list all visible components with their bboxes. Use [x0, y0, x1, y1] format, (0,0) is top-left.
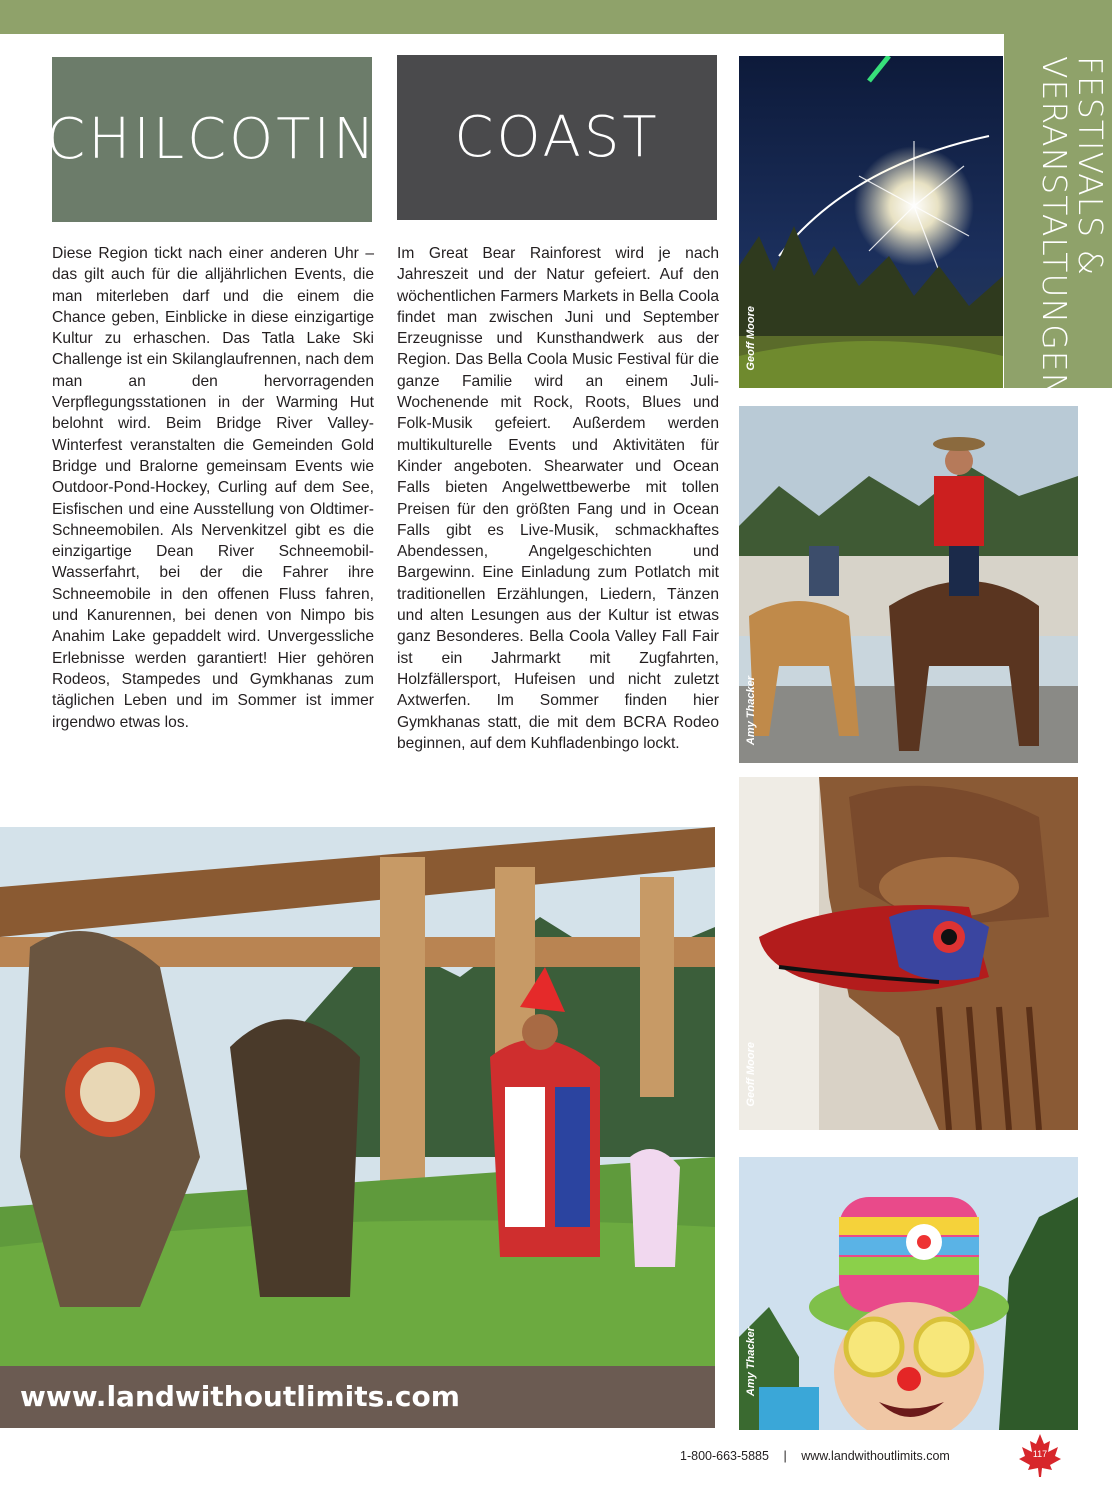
- powwow-photo: [0, 827, 715, 1367]
- footer-website[interactable]: www.landwithoutlimits.com: [801, 1449, 950, 1463]
- maple-leaf-icon: [1017, 1432, 1063, 1478]
- clown-photo: [739, 1157, 1078, 1430]
- footer-phone: 1-800-663-5885: [680, 1449, 769, 1463]
- mountie-parade-image: [739, 406, 1078, 763]
- footer-separator: |: [783, 1449, 787, 1463]
- totem-photo: [739, 777, 1078, 1130]
- photo-credit: Amy Thacker: [745, 1327, 757, 1397]
- heading-coast: COAST: [454, 105, 660, 170]
- coast-article-text: Im Great Bear Rainforest wird je nach Jahreszeit und der Natur gefeiert. Auf den wöchentlichen Farmers Markets in Bella Coola findet man zwischen Juni und September Erzeugnisse und Kunsthandwerk aus der Region. Das Bella Coola Music Festival für die ganze Familie wird an einem Juli-Wochenende mit Rock, Roots, Blues und Folk-Musik gefeiert. Außerdem werden multikulturelle Events und Aktivitäten für Kinder angeboten. Shearwater und Ocean Falls bieten Angelwettbewerbe mit tollen Preisen für den größten Fang und in Ocean Falls gibt es Live-Musik, schmackhaftes Abendessen, Angelgeschichten und Bargewinn. Eine Einladung zum Potlatch mit traditionellen Erzählungen, Liedern, Tänzen und alten Lesungen aus der Kultur ist etwas ganz Besonderes. Bella Coola Valley Fall Fair ist ein Jahrmarkt mit Zugfahrten, Holzfällersport, Hufeisen und nicht zuletzt Axtwerfen. Im Sommer finden hier Gymkhanas statt, die mit dem BCRA Rodeo beginnen, auf dem Kuhfladenbingo lockt.: [397, 245, 719, 752]
- powwow-dancers-image: [0, 827, 715, 1367]
- chilcotin-article-text: Diese Region tickt nach einer anderen Uhr – das gilt auch für die alljährlichen Events, die man miterleben darf und die einem die Chance geben, Einblicke in diese einzigartige Kultur zu erhaschen. Das Tatla Lake Ski Challenge ist ein Skilanglaufrennen, nach dem man an den hervorragenden Verpflegungsstationen in der Warming Hut belohnt wird. Beim Bridge River Valley-Winterfest veranstalten die Gemeinden Gold Bridge und Bralorne gemeinsam Events wie Outdoor-Pond-Hockey, Curling auf dem See, Eisfischen und eine Ausstellung von Oldtimer-Schneemobilen. Als Nervenkitzel gibt es die einzigartige Dean River Schneemobil-Wasserfahrt, bei der die Fahrer ihre Schneemobile in den offenen Fluss fahren, und Kanurennen, bei denen von Nimpo bis Anahim Lake gepaddelt wird. Unvergessliche Erlebnisse werden garantiert! Hier gehören Rodeos, Stampedes und Gymkhanas zum täglichen Leben und im Sommer ist immer irgendwo etwas los.: [52, 245, 374, 731]
- website-banner[interactable]: www.landwithoutlimits.com: [0, 1366, 715, 1428]
- photo-credit: Geoff Moore: [745, 306, 757, 371]
- heading-chilcotin: CHILCOTIN: [46, 107, 378, 172]
- page-number: 117: [1032, 1449, 1048, 1459]
- fireworks-image: [739, 56, 1003, 388]
- parade-photo: [739, 406, 1078, 763]
- footer-contact: [680, 1449, 950, 1463]
- section-title: FESTIVALS & VERANSTALTUNGEN: [1035, 56, 1110, 399]
- heading-box-coast: [397, 55, 717, 220]
- clown-image: [739, 1157, 1078, 1430]
- photo-credit: Geoff Moore: [745, 1042, 757, 1107]
- photo-credit: Amy Thacker: [745, 676, 757, 746]
- top-color-band: [0, 0, 1112, 34]
- heading-box-chilcotin: [46, 57, 378, 222]
- section-side-tab: [1004, 34, 1112, 399]
- fireworks-photo: [739, 56, 1003, 388]
- totem-mask-image: [739, 777, 1078, 1130]
